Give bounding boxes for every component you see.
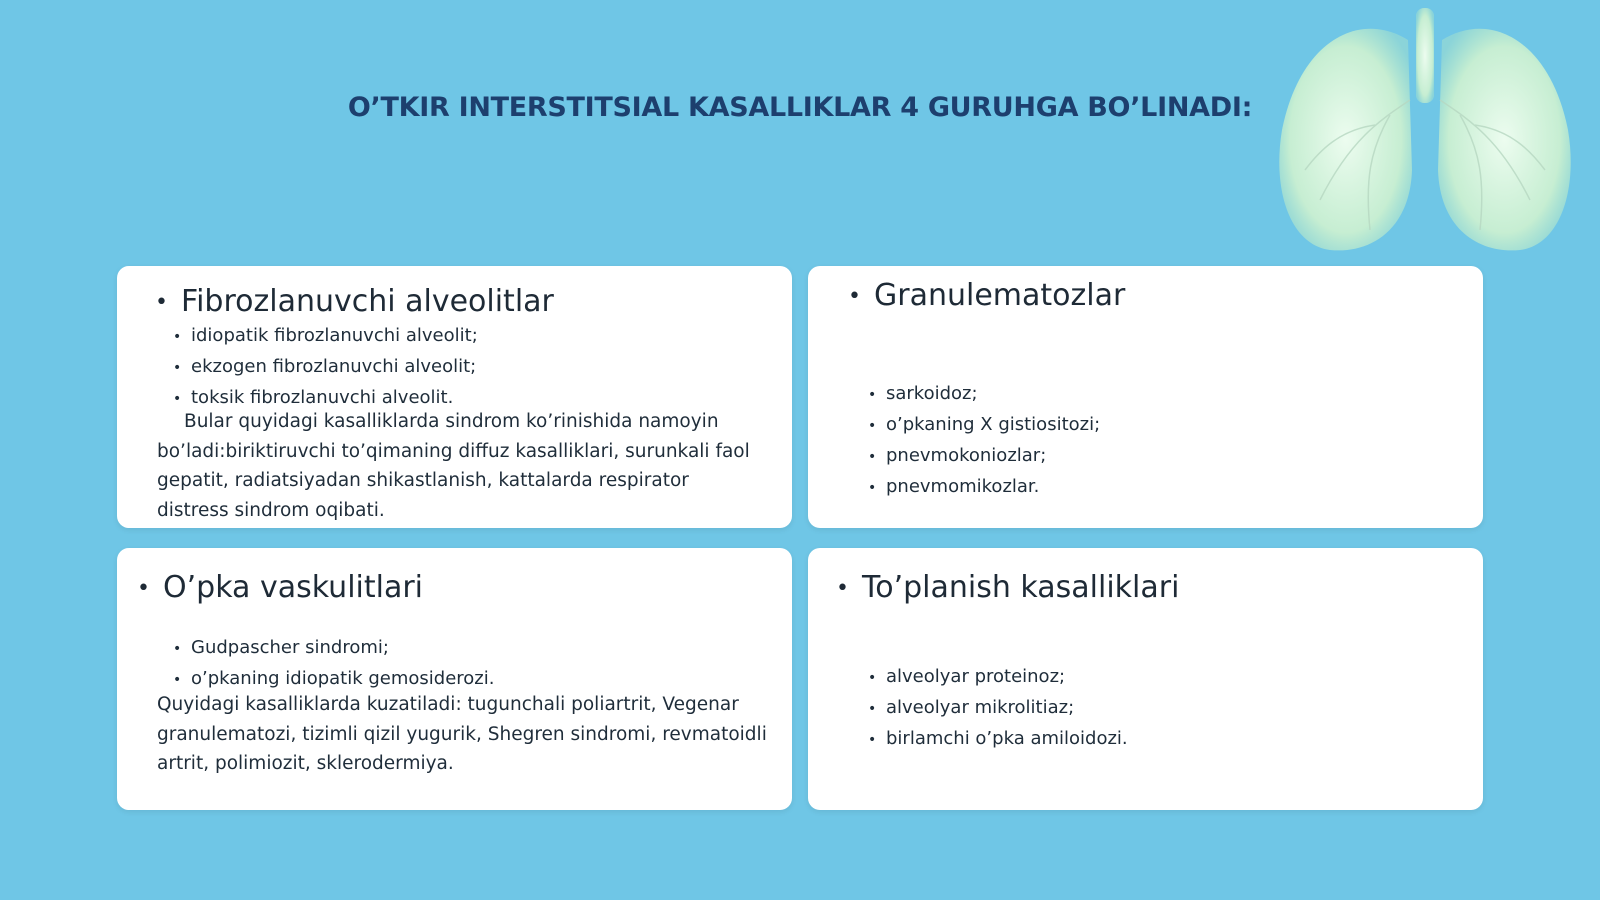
list-item: • Gudpascher sindromi; xyxy=(173,637,389,658)
bullet-icon: • xyxy=(137,576,150,601)
card-heading xyxy=(137,570,423,605)
list-item: • o’pkaning X gistiositozi; xyxy=(868,414,1101,435)
card-list xyxy=(173,321,478,414)
bullet-icon: • xyxy=(155,290,168,315)
card-paragraph: Quyidagi kasalliklarda kuzatiladi: tugunchali poliartrit, Vegenar granulematozi, tizimli qizil yugurik, Shegren sindromi, revmatoidli artrit, polimiozit, sklerodermiya. xyxy=(157,694,767,774)
card-toplanish xyxy=(808,548,1483,810)
bullet-icon: • xyxy=(836,576,849,601)
card-heading xyxy=(155,284,554,319)
list-item: • toksik fibrozlanuvchi alveolit. xyxy=(173,387,454,408)
card-granulematozlar xyxy=(808,266,1483,528)
bullet-icon: • xyxy=(848,284,861,309)
card-list xyxy=(173,633,494,695)
card-heading xyxy=(836,570,1179,605)
list-item: • birlamchi o’pka amiloidozi. xyxy=(868,728,1128,749)
list-item: • idiopatik fibrozlanuvchi alveolit; xyxy=(173,325,478,346)
card-heading xyxy=(848,278,1125,313)
list-item: • pnevmomikozlar. xyxy=(868,476,1040,497)
lungs-icon xyxy=(1270,0,1580,260)
list-item: • sarkoidoz; xyxy=(868,383,978,404)
card-heading-text: O’pka vaskulitlari xyxy=(163,570,424,605)
list-item: • pnevmokoniozlar; xyxy=(868,445,1047,466)
card-list xyxy=(868,662,1128,755)
card-heading-text: Granulematozlar xyxy=(874,278,1126,313)
card-fibrozlanuvchi xyxy=(117,266,792,528)
slide-title: O’TKIR INTERSTITSIAL KASALLIKLAR 4 GURUHGA BO’LINADI: xyxy=(347,92,1253,123)
card-list xyxy=(868,379,1100,503)
card-paragraph: Bular quyidagi kasalliklarda sindrom ko’rinishida namoyin bo’ladi:biriktiruvchi to’qimaning diffuz kasalliklari, surunkali faol gepatit, radiatsiyadan shikastlanish, kattalarda respirator distress sindrom oqibati. xyxy=(157,411,750,521)
list-item: • alveolyar proteinoz; xyxy=(868,666,1066,687)
list-item: • ekzogen fibrozlanuvchi alveolit; xyxy=(173,356,477,377)
list-item: • alveolyar mikrolitiaz; xyxy=(868,697,1075,718)
card-heading-text: To’planish kasalliklari xyxy=(862,570,1180,605)
card-heading-text: Fibrozlanuvchi alveolitlar xyxy=(181,284,554,319)
card-vaskulitlari xyxy=(117,548,792,810)
list-item: • o’pkaning idiopatik gemosiderozi. xyxy=(173,668,495,689)
